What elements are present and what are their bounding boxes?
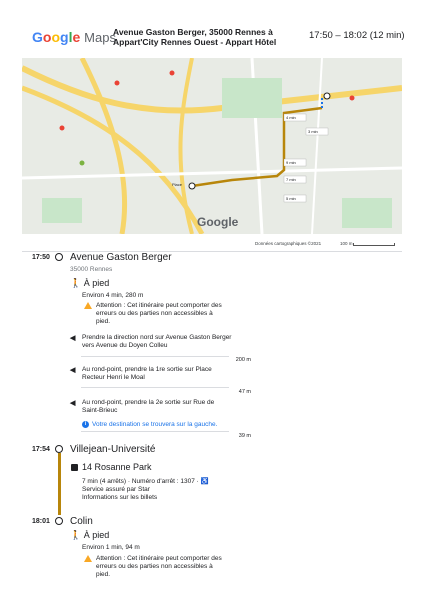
google-maps-logo <box>32 30 116 45</box>
transit-tickets-link[interactable]: Informations sur les billets <box>82 494 158 501</box>
end-time: 18:01 <box>32 518 50 525</box>
dist-divider <box>81 431 229 432</box>
walk-duration: Environ 1 min, 94 m <box>82 544 140 551</box>
dist-divider <box>81 387 229 388</box>
map-canvas[interactable] <box>22 58 402 234</box>
map-label: 4 min <box>286 115 296 120</box>
route-time-range: 17:50 – 18:02 (12 min) <box>309 30 405 41</box>
start-place: Avenue Gaston Berger <box>70 252 172 263</box>
map-scale: 100 m <box>340 241 353 246</box>
walk-mode-label: À pied <box>83 530 110 540</box>
transit-start-place: Villejean-Université <box>70 444 156 455</box>
turn-instruction: Au rond-point, prendre la 2e sortie sur Rue de Saint-Brieuc <box>82 399 215 414</box>
walk-mode-label: À pied <box>83 278 110 288</box>
warning-icon <box>84 302 92 309</box>
header <box>0 0 424 56</box>
turn-instruction: Prendre la direction nord sur Avenue Gaston Berger vers Avenue du Doyen Colleu <box>82 334 232 349</box>
end-place: Colin <box>70 516 93 527</box>
turn-left-icon: ◀ <box>70 335 76 342</box>
warning-icon <box>84 555 92 562</box>
walk-icon: 🚶 <box>70 278 82 288</box>
roundabout-icon: ◀ <box>70 367 76 374</box>
map-scale-bar <box>353 243 395 246</box>
logo-maps-text: Maps <box>84 30 116 45</box>
turn-distance: 39 m <box>238 433 251 439</box>
turn-instruction: Au rond-point, prendre la 1re sortie sur Place Recteur Henri le Moal <box>82 366 212 381</box>
transit-time: 17:54 <box>32 446 50 453</box>
transit-line-name[interactable]: 14 Rosanne Park <box>82 462 152 472</box>
map-label: Place <box>172 182 183 187</box>
map-label: 3 min <box>308 129 318 134</box>
map-label: 9 min <box>286 160 296 165</box>
walk-icon: 🚶 <box>70 530 82 540</box>
walk-warning: Attention : Cet itinéraire peut comporter des erreurs ou des parties non accessibles à pied. <box>96 302 222 325</box>
walk-warning: Attention : Cet itinéraire peut comporter des erreurs ou des parties non accessibles à pied. <box>96 555 222 578</box>
dist-divider <box>81 356 229 357</box>
walk-mode <box>70 278 109 289</box>
start-subtitle: 35000 Rennes <box>70 266 113 273</box>
bus-icon <box>71 464 78 471</box>
turn-distance: 200 m <box>235 357 251 363</box>
start-time: 17:50 <box>32 254 50 261</box>
map-label: 7 min <box>286 177 296 182</box>
transit-route-line <box>58 453 61 515</box>
map-google-logo: Google <box>197 215 239 229</box>
route-title: Avenue Gaston Berger, 35000 Rennes à Appart'City Rennes Ouest - Appart Hôtel <box>113 27 277 47</box>
info-icon: i <box>82 421 89 428</box>
logo-google-text: Google <box>32 29 81 45</box>
roundabout-icon: ◀ <box>70 400 76 407</box>
end-node-icon <box>55 517 63 525</box>
map-credit: Données cartographiques ©2021 <box>255 241 322 246</box>
map-label: 5 min <box>286 196 296 201</box>
transit-operator: Service assuré par Star <box>82 486 150 493</box>
turn-distance: 47 m <box>238 389 251 395</box>
walk-mode <box>70 530 109 541</box>
start-node-icon <box>55 253 63 261</box>
transit-details: 7 min (4 arrêts) · Numéro d'arrêt : 1307 · ♿ <box>82 478 209 485</box>
route-map[interactable] <box>22 58 402 234</box>
walk-duration: Environ 4 min, 280 m <box>82 292 144 299</box>
destination-note: Votre destination se trouvera sur la gauche. <box>92 421 218 428</box>
transit-start-node-icon <box>55 445 63 453</box>
